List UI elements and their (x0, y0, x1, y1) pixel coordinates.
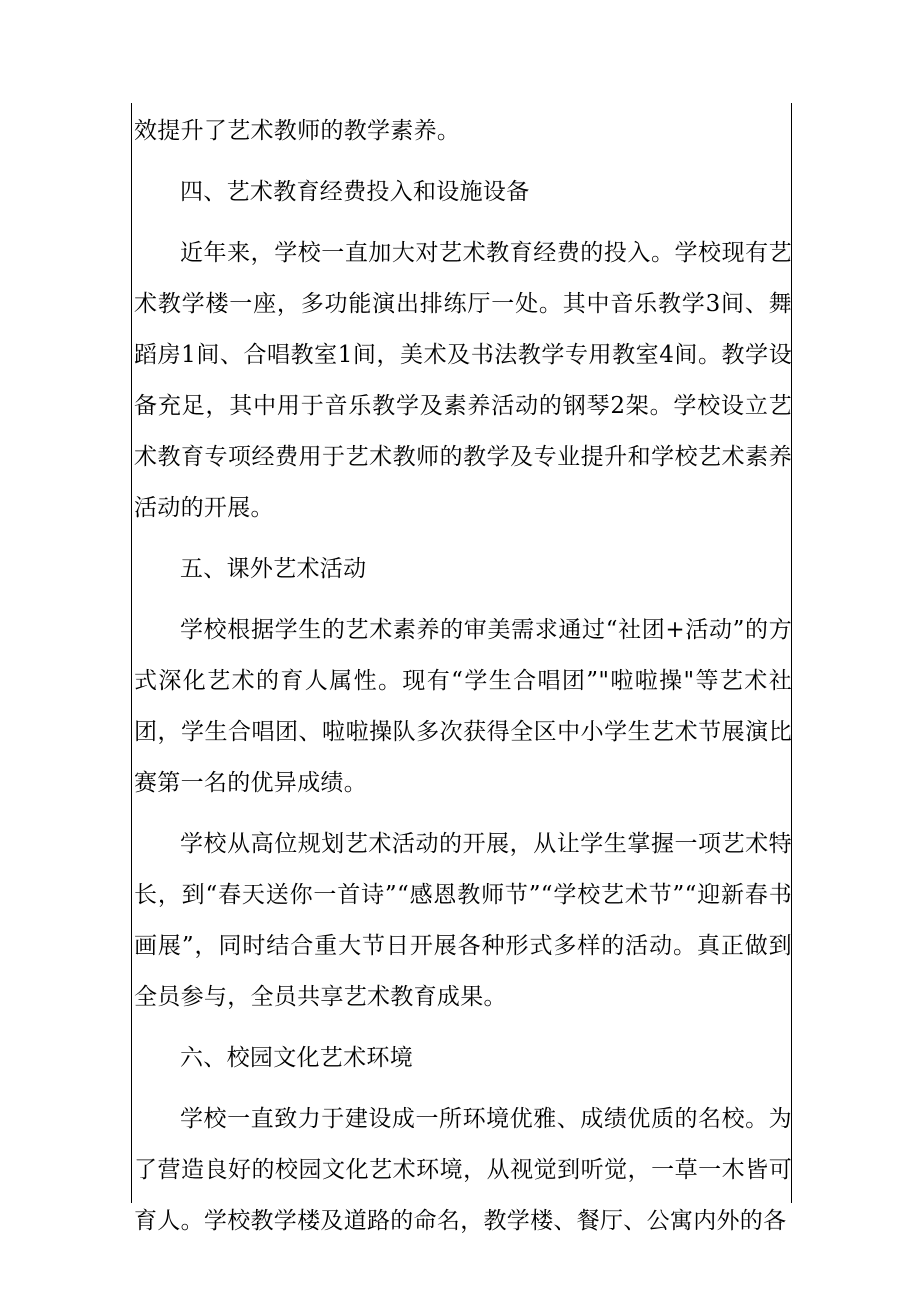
paragraph-clubs: 学校根据学生的艺术素养的审美需求通过“社团+活动”的方式深化艺术的育人属性。现有“学生合唱团”"啦啦操"等艺术社团，学生合唱团、啦啦操队多次获得全区中小学生艺术节展演比赛第一名的优异成绩。 (134, 617, 792, 796)
table-border-left (131, 103, 132, 1203)
section-heading-funding: 四、艺术教育经费投入和设施设备 (180, 179, 530, 205)
paragraph-environment: 学校一直致力于建设成一所环境优雅、成绩优质的名校。为了营造良好的校园文化艺术环境，从视觉到听觉，一草一木皆可育人。学校教学楼及道路的命名，教学楼、餐厅、公寓内外的各 (134, 1106, 792, 1234)
document-body (134, 106, 792, 1247)
paragraph-funding: 近年来，学校一直加大对艺术教育经费的投入。学校现有艺术教学楼一座，多功能演出排练厅一处。其中音乐教学3间、舞蹈房1间、合唱教室1间，美术及书法教学专用教室4间。教学设备充足，其中用于音乐教学及素养活动的钢琴2架。学校设立艺术教育专项经费用于艺术教师的教学及专业提升和学校艺术素养活动的开展。 (134, 240, 792, 521)
section-heading-environment: 六、校园文化艺术环境 (180, 1045, 413, 1071)
paragraph-continuation: 效提升了艺术教师的教学素养。 (134, 118, 461, 144)
section-heading-activities: 五、课外艺术活动 (180, 556, 367, 582)
paragraph-events: 学校从高位规划艺术活动的开展，从让学生掌握一项艺术特长，到“春天送你一首诗”“感恩教师节”“学校艺术节”“迎新春书画展”，同时结合重大节日开展各种形式多样的活动。真正做到全员参与，全员共享艺术教育成果。 (134, 831, 792, 1010)
